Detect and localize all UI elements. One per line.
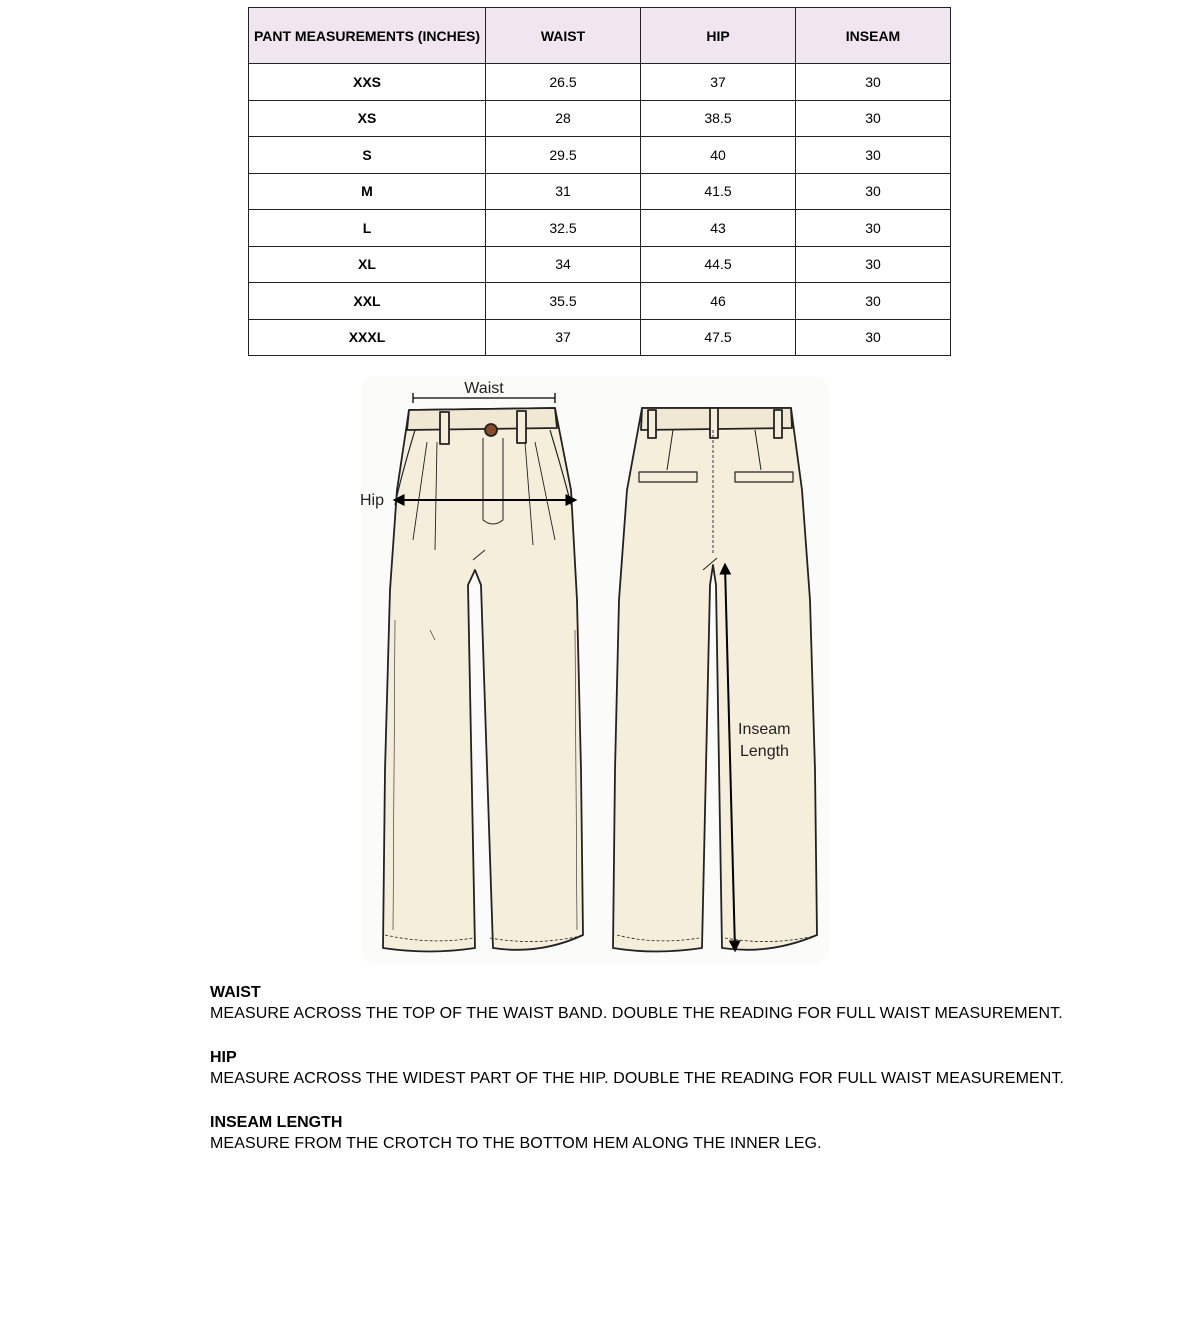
header-inseam: INSEAM [796, 8, 951, 64]
inseam-label-line1: Inseam [738, 721, 791, 738]
hip-cell: 41.5 [641, 173, 796, 210]
note-hip [210, 1047, 1110, 1090]
hip-cell: 43 [641, 210, 796, 247]
inseam-cell: 30 [796, 246, 951, 283]
table-row [249, 173, 951, 210]
hip-cell: 40 [641, 137, 796, 174]
size-cell: S [249, 137, 486, 174]
size-chart-table [248, 7, 951, 356]
table-row [249, 246, 951, 283]
inseam-cell: 30 [796, 137, 951, 174]
waist-cell: 28 [486, 100, 641, 137]
inseam-cell: 30 [796, 173, 951, 210]
table-header-row [249, 8, 951, 64]
waist-label: Waist [464, 380, 504, 397]
hip-label: Hip [360, 492, 385, 509]
table-row [249, 210, 951, 247]
note-inseam [210, 1112, 1110, 1155]
note-hip-title: HIP [210, 1049, 237, 1066]
inseam-label-line2: Length [740, 743, 789, 760]
measurement-instructions [210, 982, 1110, 1177]
inseam-cell: 30 [796, 64, 951, 101]
note-inseam-title: INSEAM LENGTH [210, 1114, 343, 1131]
waist-cell: 37 [486, 319, 641, 356]
table-row [249, 64, 951, 101]
front-waistband [407, 408, 557, 430]
inseam-cell: 30 [796, 210, 951, 247]
table-row [249, 137, 951, 174]
back-belt-loop-center [710, 408, 718, 438]
hip-cell: 38.5 [641, 100, 796, 137]
hip-cell: 44.5 [641, 246, 796, 283]
pant-measurement-diagram [355, 370, 835, 970]
waist-cell: 29.5 [486, 137, 641, 174]
inseam-cell: 30 [796, 319, 951, 356]
belt-loop-left [440, 412, 449, 444]
waist-cell: 34 [486, 246, 641, 283]
waist-cell: 35.5 [486, 283, 641, 320]
header-measurements: PANT MEASUREMENTS (INCHES) [249, 8, 486, 64]
note-waist-text: MEASURE ACROSS THE TOP OF THE WAIST BAND. DOUBLE THE READING FOR FULL WAIST MEASUREMENT. [210, 1005, 1063, 1022]
note-inseam-text: MEASURE FROM THE CROTCH TO THE BOTTOM HEM ALONG THE INNER LEG. [210, 1135, 822, 1152]
hip-cell: 47.5 [641, 319, 796, 356]
hip-cell: 37 [641, 64, 796, 101]
size-cell: M [249, 173, 486, 210]
size-cell: XL [249, 246, 486, 283]
size-cell: XS [249, 100, 486, 137]
size-cell: L [249, 210, 486, 247]
inseam-cell: 30 [796, 100, 951, 137]
note-waist-title: WAIST [210, 984, 261, 1001]
table-row [249, 319, 951, 356]
table-row [249, 100, 951, 137]
size-cell: XXXL [249, 319, 486, 356]
back-pocket-left [639, 472, 697, 482]
note-hip-text: MEASURE ACROSS THE WIDEST PART OF THE HIP. DOUBLE THE READING FOR FULL WAIST MEASUREMENT. [210, 1070, 1065, 1087]
back-belt-loop-right [774, 410, 782, 438]
inseam-cell: 30 [796, 283, 951, 320]
header-hip: HIP [641, 8, 796, 64]
waist-cell: 31 [486, 173, 641, 210]
size-cell: XXL [249, 283, 486, 320]
waist-cell: 26.5 [486, 64, 641, 101]
back-pocket-right [735, 472, 793, 482]
size-cell: XXS [249, 64, 486, 101]
hip-cell: 46 [641, 283, 796, 320]
belt-loop-right [517, 411, 526, 443]
table-row [249, 283, 951, 320]
button-icon [485, 424, 497, 436]
header-waist: WAIST [486, 8, 641, 64]
back-belt-loop-left [648, 410, 656, 438]
waist-cell: 32.5 [486, 210, 641, 247]
note-waist [210, 982, 1110, 1025]
